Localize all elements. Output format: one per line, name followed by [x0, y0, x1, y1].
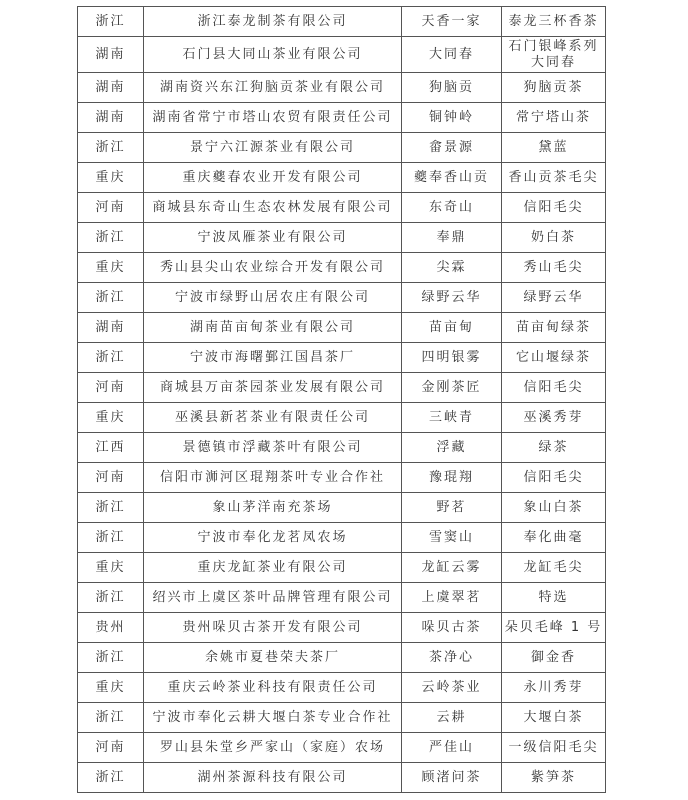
- brand-cell: 尖霖: [402, 253, 502, 283]
- table-row: [78, 493, 606, 523]
- tea-brand-table: [77, 6, 606, 793]
- table-row: [78, 523, 606, 553]
- province-cell: 浙江: [78, 7, 144, 37]
- table-row: [78, 343, 606, 373]
- brand-cell: 夔奉香山贡: [402, 163, 502, 193]
- product-cell: 紫笋茶: [502, 763, 606, 793]
- product-cell: 朵贝毛峰 1 号: [502, 613, 606, 643]
- table-row: [78, 103, 606, 133]
- product-cell: 一级信阳毛尖: [502, 733, 606, 763]
- brand-cell: 畲景源: [402, 133, 502, 163]
- brand-cell: 东奇山: [402, 193, 502, 223]
- province-cell: 湖南: [78, 313, 144, 343]
- table-row: [78, 37, 606, 73]
- company-cell: 重庆夔春农业开发有限公司: [144, 163, 402, 193]
- product-cell: 狗脑贡茶: [502, 73, 606, 103]
- table-row: [78, 463, 606, 493]
- product-cell: 巫溪秀芽: [502, 403, 606, 433]
- product-cell: 信阳毛尖: [502, 373, 606, 403]
- province-cell: 浙江: [78, 343, 144, 373]
- province-cell: 江西: [78, 433, 144, 463]
- province-cell: 湖南: [78, 103, 144, 133]
- province-cell: 河南: [78, 373, 144, 403]
- company-cell: 商城县东奇山生态农林发展有限公司: [144, 193, 402, 223]
- product-cell: 特选: [502, 583, 606, 613]
- product-cell: 信阳毛尖: [502, 193, 606, 223]
- company-cell: 巫溪县新茗茶业有限责任公司: [144, 403, 402, 433]
- company-cell: 湖南苗亩甸茶业有限公司: [144, 313, 402, 343]
- company-cell: 宁波市奉化云耕大堰白茶专业合作社: [144, 703, 402, 733]
- province-cell: 浙江: [78, 283, 144, 313]
- table-row: [78, 283, 606, 313]
- product-cell: 绿茶: [502, 433, 606, 463]
- province-cell: 浙江: [78, 223, 144, 253]
- company-cell: 景德镇市浮藏茶叶有限公司: [144, 433, 402, 463]
- province-cell: 浙江: [78, 583, 144, 613]
- table-row: [78, 703, 606, 733]
- province-cell: 浙江: [78, 643, 144, 673]
- product-cell: 象山白茶: [502, 493, 606, 523]
- company-cell: 湖州茶源科技有限公司: [144, 763, 402, 793]
- brand-cell: 豫琨翔: [402, 463, 502, 493]
- table-row: [78, 7, 606, 37]
- province-cell: 重庆: [78, 163, 144, 193]
- company-cell: 罗山县朱堂乡严家山（家庭）农场: [144, 733, 402, 763]
- product-cell: 信阳毛尖: [502, 463, 606, 493]
- province-cell: 湖南: [78, 37, 144, 73]
- province-cell: 浙江: [78, 763, 144, 793]
- product-cell: 黛蓝: [502, 133, 606, 163]
- province-cell: 浙江: [78, 703, 144, 733]
- company-cell: 商城县万亩茶园茶业发展有限公司: [144, 373, 402, 403]
- table-row: [78, 613, 606, 643]
- brand-cell: 野茗: [402, 493, 502, 523]
- product-cell: 常宁塔山茶: [502, 103, 606, 133]
- product-cell: 绿野云华: [502, 283, 606, 313]
- brand-cell: 雪窦山: [402, 523, 502, 553]
- company-cell: 湖南省常宁市塔山农贸有限责任公司: [144, 103, 402, 133]
- company-cell: 宁波市绿野山居农庄有限公司: [144, 283, 402, 313]
- product-cell: 大堰白茶: [502, 703, 606, 733]
- brand-cell: 云耕: [402, 703, 502, 733]
- province-cell: 河南: [78, 463, 144, 493]
- company-cell: 宁波凤雁茶业有限公司: [144, 223, 402, 253]
- province-cell: 湖南: [78, 73, 144, 103]
- company-cell: 余姚市夏巷荣夫茶厂: [144, 643, 402, 673]
- brand-cell: 哚贝古茶: [402, 613, 502, 643]
- table-row: [78, 583, 606, 613]
- brand-cell: 四明银雾: [402, 343, 502, 373]
- brand-cell: 狗脑贡: [402, 73, 502, 103]
- table-row: [78, 223, 606, 253]
- company-cell: 秀山县尖山农业综合开发有限公司: [144, 253, 402, 283]
- product-cell: 秀山毛尖: [502, 253, 606, 283]
- table-row: [78, 403, 606, 433]
- table-body: [78, 7, 606, 793]
- brand-cell: 云岭茶业: [402, 673, 502, 703]
- brand-cell: 大同春: [402, 37, 502, 73]
- brand-cell: 龙缸云雾: [402, 553, 502, 583]
- company-cell: 宁波市海曙鄞江国昌茶厂: [144, 343, 402, 373]
- company-cell: 石门县大同山茶业有限公司: [144, 37, 402, 73]
- product-cell: 御金香: [502, 643, 606, 673]
- table-row: [78, 133, 606, 163]
- company-cell: 绍兴市上虞区茶叶品牌管理有限公司: [144, 583, 402, 613]
- table-row: [78, 163, 606, 193]
- brand-cell: 苗亩甸: [402, 313, 502, 343]
- company-cell: 重庆云岭茶业科技有限责任公司: [144, 673, 402, 703]
- company-cell: 景宁六江源茶业有限公司: [144, 133, 402, 163]
- product-cell: 泰龙三杯香茶: [502, 7, 606, 37]
- product-cell: 奶白茶: [502, 223, 606, 253]
- table-row: [78, 253, 606, 283]
- product-cell: 奉化曲毫: [502, 523, 606, 553]
- product-cell: 石门银峰系列大同春: [502, 37, 606, 73]
- brand-cell: 绿野云华: [402, 283, 502, 313]
- province-cell: 河南: [78, 733, 144, 763]
- product-cell: 苗亩甸绿茶: [502, 313, 606, 343]
- brand-cell: 上虞翠茗: [402, 583, 502, 613]
- brand-cell: 金刚茶匠: [402, 373, 502, 403]
- brand-cell: 奉鼎: [402, 223, 502, 253]
- brand-cell: 三峡青: [402, 403, 502, 433]
- province-cell: 重庆: [78, 403, 144, 433]
- province-cell: 重庆: [78, 553, 144, 583]
- company-cell: 象山茅洋南充茶场: [144, 493, 402, 523]
- province-cell: 浙江: [78, 493, 144, 523]
- product-cell: 香山贡茶毛尖: [502, 163, 606, 193]
- province-cell: 贵州: [78, 613, 144, 643]
- brand-cell: 茶净心: [402, 643, 502, 673]
- product-cell: 它山堰绿茶: [502, 343, 606, 373]
- table-row: [78, 643, 606, 673]
- brand-cell: 铜钟岭: [402, 103, 502, 133]
- product-cell: 龙缸毛尖: [502, 553, 606, 583]
- table-row: [78, 433, 606, 463]
- table-row: [78, 763, 606, 793]
- company-cell: 信阳市浉河区琨翔茶叶专业合作社: [144, 463, 402, 493]
- product-cell: 永川秀芽: [502, 673, 606, 703]
- table-row: [78, 553, 606, 583]
- province-cell: 浙江: [78, 133, 144, 163]
- table-row: [78, 193, 606, 223]
- province-cell: 重庆: [78, 253, 144, 283]
- province-cell: 重庆: [78, 673, 144, 703]
- brand-cell: 严佳山: [402, 733, 502, 763]
- company-cell: 重庆龙缸茶业有限公司: [144, 553, 402, 583]
- company-cell: 宁波市奉化龙茗凤农场: [144, 523, 402, 553]
- brand-cell: 天香一家: [402, 7, 502, 37]
- brand-cell: 顾渚问茶: [402, 763, 502, 793]
- brand-cell: 浮藏: [402, 433, 502, 463]
- table-row: [78, 73, 606, 103]
- province-cell: 浙江: [78, 523, 144, 553]
- province-cell: 河南: [78, 193, 144, 223]
- company-cell: 贵州哚贝古茶开发有限公司: [144, 613, 402, 643]
- table-row: [78, 313, 606, 343]
- table-row: [78, 733, 606, 763]
- table-row: [78, 673, 606, 703]
- table-row: [78, 373, 606, 403]
- company-cell: 浙江泰龙制茶有限公司: [144, 7, 402, 37]
- company-cell: 湖南资兴东江狗脑贡茶业有限公司: [144, 73, 402, 103]
